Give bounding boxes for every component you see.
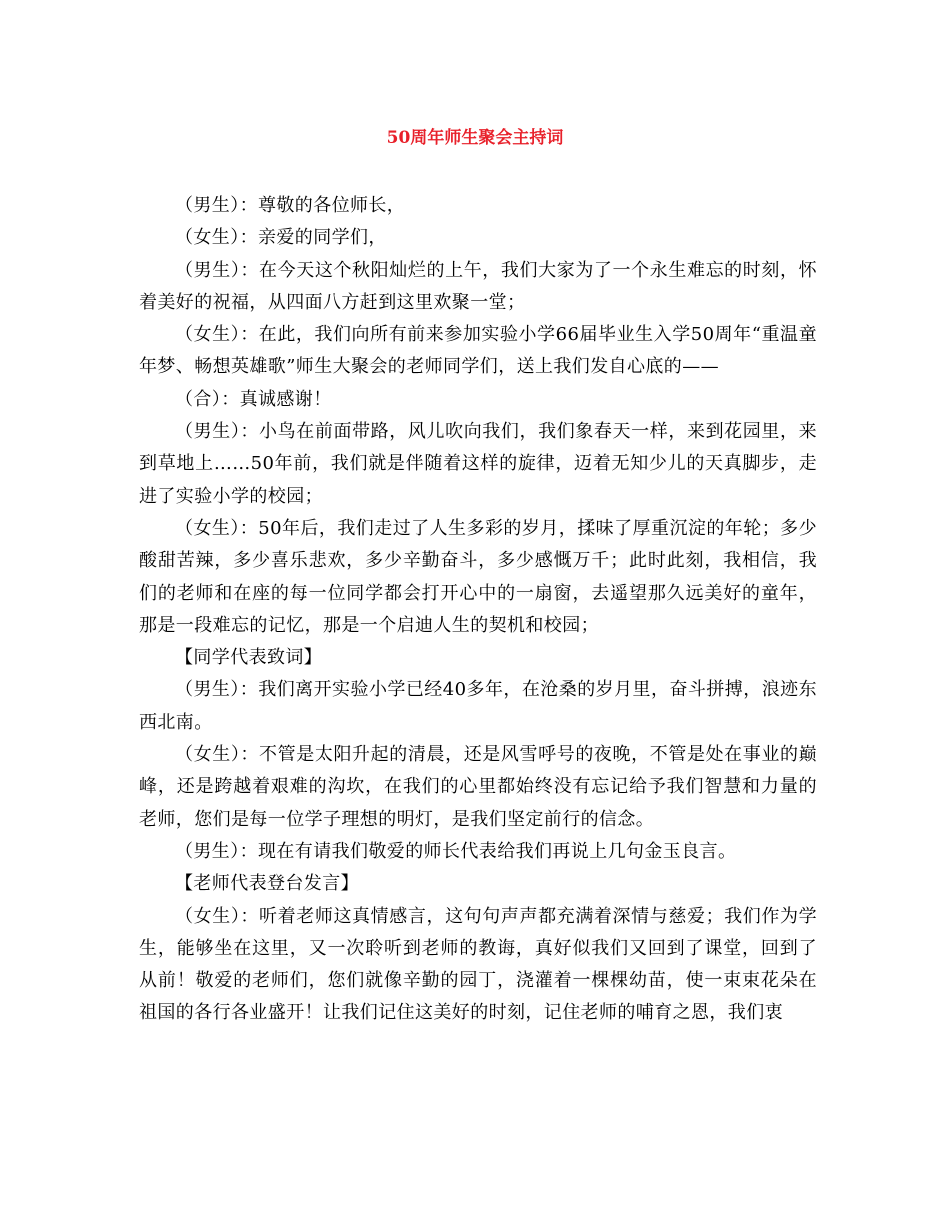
paragraph-female-thanks: （女生）：在此，我们向所有前来参加实验小学66届毕业生入学50周年“重温童年梦、畅想英雄歌”师生大聚会的老师同学们，送上我们发自心底的——: [139, 324, 817, 378]
paragraph-female-response: （女生）：听着老师这真情感言，这句句声声都充满着深情与慈爱；我们作为学生，能够坐在这里，又一次聆听到老师的教诲，真好似我们又回到了课堂，回到了从前！敬爱的老师们，您们就像辛勤的园丁，浇灌着一棵棵幼苗，使一束束花朵在祖国的各行各业盛开！让我们记住这美好的时刻，记住老师的哺育之恩，我们衷: [139, 905, 817, 1024]
paragraph-male-invite: （男生）：现在有请我们敬爱的师长代表给我们再说上几句金玉良言。: [175, 840, 737, 862]
section-heading-student-speech: 【同学代表致词】: [175, 647, 323, 669]
paragraph-female-greeting: （女生）：亲爱的同学们，: [175, 227, 387, 249]
paragraph-together-thanks: （合）：真诚感谢！: [175, 388, 332, 410]
paragraph-female-teachers: （女生）：不管是太阳升起的清晨，还是风雪呼号的夜晚，不管是处在事业的巅峰，还是跨越着艰难的沟坎，在我们的心里都始终没有忘记给予我们智慧和力量的老师，您们是每一位学子理想的明灯，是我们坚定前行的信念。: [139, 744, 817, 830]
paragraph-female-years: （女生）：50年后，我们走过了人生多彩的岁月，揉味了厚重沉淀的年轮；多少酸甜苦辣，多少喜乐悲欢，多少辛勤奋斗，多少感慨万千；此时此刻，我相信，我们的老师和在座的每一位同学都会打开心中的一扇窗，去遥望那久远美好的童年，那是一段难忘的记忆，那是一个启迪人生的契机和校园；: [139, 517, 817, 636]
section-heading-teacher-speech: 【老师代表登台发言】: [175, 873, 359, 895]
paragraph-male-greeting: （男生）：尊敬的各位师长，: [175, 195, 406, 216]
paragraph-male-memory: （男生）：小鸟在前面带路，风儿吹向我们，我们象春天一样，来到花园里，来到草地上……50年前，我们就是伴随着这样的旋律，迈着无知少儿的天真脚步，走进了实验小学的校园；: [139, 421, 817, 507]
paragraph-male-departure: （男生）：我们离开实验小学已经40多年，在沧桑的岁月里，奋斗拼搏，浪迹东西北南。: [139, 679, 817, 733]
document-body: [139, 190, 817, 1030]
paragraph-male-gathering: （男生）：在今天这个秋阳灿烂的上午，我们大家为了一个永生难忘的时刻，怀着美好的祝福，从四面八方赶到这里欢聚一堂；: [139, 259, 817, 313]
document-title: 50周年师生聚会主持词: [386, 128, 564, 148]
